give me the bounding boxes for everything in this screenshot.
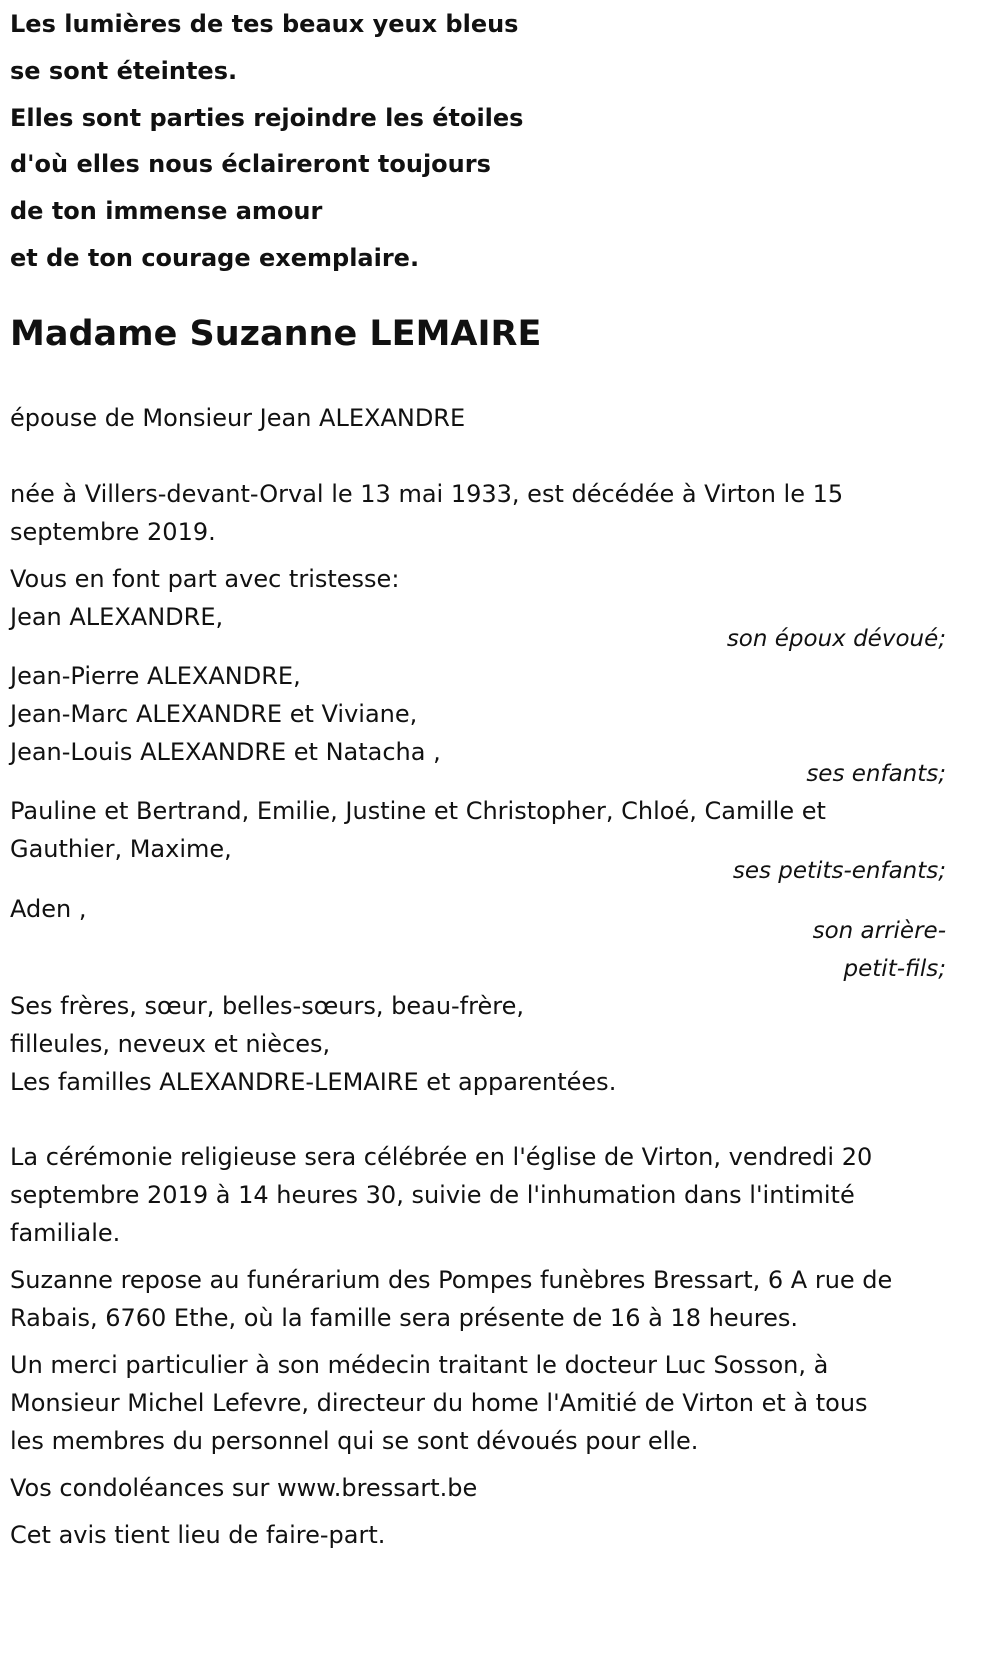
family-other: filleules, neveux et nièces, xyxy=(10,1030,331,1058)
family-other: Ses frères, sœur, belles-sœurs, beau-frère, xyxy=(10,992,524,1020)
announce-line: Vous en font part avec tristesse: xyxy=(10,565,400,593)
ceremony-line: familiale. xyxy=(10,1219,121,1247)
relation-children: ses enfants; xyxy=(806,761,946,787)
thanks-line: Monsieur Michel Lefevre, directeur du home l'Amitié de Virton et à tous xyxy=(10,1389,868,1417)
relation-great-grandchild: petit-fils; xyxy=(843,956,946,982)
rest-line: Rabais, 6760 Ethe, où la famille sera présente de 16 à 18 heures. xyxy=(10,1304,799,1332)
ceremony-line: La cérémonie religieuse sera célébrée en l'église de Virton, vendredi 20 xyxy=(10,1143,873,1171)
poem-line: de ton immense amour xyxy=(10,197,323,225)
poem-line: Elles sont parties rejoindre les étoiles xyxy=(10,104,524,132)
family-child: Jean-Marc ALEXANDRE et Viviane, xyxy=(10,700,418,728)
relation-grandchildren: ses petits-enfants; xyxy=(732,858,946,884)
poem-line: d'où elles nous éclaireront toujours xyxy=(10,150,491,178)
poem-line: et de ton courage exemplaire. xyxy=(10,244,420,272)
rest-line: Suzanne repose au funérarium des Pompes funèbres Bressart, 6 A rue de xyxy=(10,1266,893,1294)
thanks-line: Un merci particulier à son médecin traitant le docteur Luc Sosson, à xyxy=(10,1351,829,1379)
ceremony-line: septembre 2019 à 14 heures 30, suivie de l'inhumation dans l'intimité xyxy=(10,1181,855,1209)
thanks-line: les membres du personnel qui se sont dévoués pour elle. xyxy=(10,1427,699,1455)
family-spouse: Jean ALEXANDRE, xyxy=(10,603,224,631)
birth-death-line: née à Villers-devant-Orval le 13 mai 1933, est décédée à Virton le 15 xyxy=(10,480,844,508)
family-great-grandchild: Aden , xyxy=(10,895,87,923)
family-child: Jean-Pierre ALEXANDRE, xyxy=(10,662,301,690)
poem-line: se sont éteintes. xyxy=(10,57,238,85)
deceased-name: Madame Suzanne LEMAIRE xyxy=(10,314,542,354)
notice-line: Cet avis tient lieu de faire-part. xyxy=(10,1521,386,1549)
family-grandchildren: Gauthier, Maxime, xyxy=(10,835,232,863)
family-other: Les familles ALEXANDRE-LEMAIRE et apparentées. xyxy=(10,1068,617,1096)
family-child: Jean-Louis ALEXANDRE et Natacha , xyxy=(10,738,441,766)
spouse-line: épouse de Monsieur Jean ALEXANDRE xyxy=(10,404,466,432)
relation-great-grandchild: son arrière- xyxy=(812,918,946,944)
poem-line: Les lumières de tes beaux yeux bleus xyxy=(10,10,519,38)
family-grandchildren: Pauline et Bertrand, Emilie, Justine et Christopher, Chloé, Camille et xyxy=(10,797,826,825)
relation-spouse: son époux dévoué; xyxy=(726,626,946,652)
birth-death-line: septembre 2019. xyxy=(10,518,216,546)
condolences-line: Vos condoléances sur www.bressart.be xyxy=(10,1474,478,1502)
